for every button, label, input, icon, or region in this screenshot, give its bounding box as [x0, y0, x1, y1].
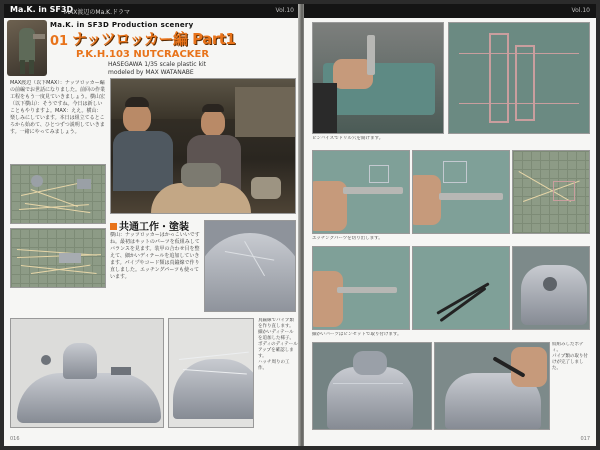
caption-3: ボディのディテールアップを確認します。 [258, 342, 298, 359]
series-line: Ma.K. in SF3D Production scenery [50, 21, 194, 29]
cutting-photo-2 [412, 150, 510, 234]
article-title: ナッツロッカー編 Part1 [72, 30, 236, 48]
main-photo [110, 78, 296, 214]
cutting-photo-1 [312, 150, 410, 234]
caption-r5: パイプ類の取り付けが完了しました。 [552, 354, 588, 371]
series-name: Ma.K. in SF3D [10, 5, 74, 14]
tweezer-photo-1 [312, 246, 410, 330]
body-photo-right [168, 318, 254, 428]
kit-name: P.K.H.103 NUTCRACKER [76, 49, 210, 60]
caption-r2: エッチングパーツを切り出します。 [312, 236, 383, 241]
wire-parts-photo-2 [10, 228, 106, 288]
caption-4: ハッチ周りの工作。 [258, 360, 290, 371]
caption-1: 真鍮線でパイプ類を作り直します。 [258, 318, 294, 329]
volume-label: Vol.10 [275, 7, 294, 14]
caption-r1: ピンバイスでドリル穴を開けます。 [312, 136, 384, 141]
page-header-right [304, 4, 596, 18]
tweezer-photo-2 [412, 246, 510, 330]
caption-2: 細かいディテールを追加した様子。 [258, 330, 294, 341]
volume-label-right: Vol.10 [571, 7, 590, 14]
figure-thumbnail-icon [7, 20, 47, 76]
page-number-right: 017 [580, 436, 590, 442]
etched-parts-photo [448, 22, 590, 134]
finished-photo-2 [434, 342, 550, 430]
section-heading [110, 218, 189, 233]
body-text: 横山：ナッツロッカーはかっこいいですね。最初はキットのパーツを仮組みしてバランスを見ます。装甲の合わせ目を整えて、細かいディテールを追加していきます。パイプやコード類は真鍮線で作り直しました。エッチングパーツも使っています。 [110, 232, 200, 280]
orange-square-icon [110, 223, 117, 230]
modeler-credit: modeled by MAX WATANABE [108, 69, 194, 76]
episode-number: 01 [50, 34, 69, 49]
left-page [4, 4, 300, 446]
magazine-spread [4, 4, 596, 446]
right-page [304, 4, 596, 446]
caption-r4: 仮組みしたボディ。 [552, 342, 584, 353]
cut-parts-photo [512, 150, 590, 234]
finished-photo-1 [312, 342, 432, 430]
wire-parts-photo-1 [10, 164, 106, 224]
series-subtitle: MAX渡辺のMa.K.ドラマ [64, 9, 130, 16]
intro-text: MAX渡辺（以下MAX）：ナッツロッカー編の前編でお世話になりました。前回の作業工程をもう一度見ていきましょう。横山宏（以下横山）：そうですね。今日は新しいこともやりますよ。MAX：ええ。横山：楽しみにしています。本日は組立てるところから始めて、ひとつずつ説明していきます。一緒にやってみましょう。 [10, 80, 106, 135]
caption-col [258, 318, 298, 428]
section-title: 共通工作・塗装 [119, 222, 189, 233]
armor-detail-photo [204, 220, 296, 312]
page-header [4, 4, 300, 18]
page-number-left: 016 [10, 436, 20, 442]
caption-col-right [552, 342, 592, 432]
drilling-photo [312, 22, 444, 134]
assembled-body-photo [512, 246, 590, 330]
kit-scale: HASEGAWA 1/35 scale plastic kit [108, 61, 207, 68]
caption-r3: 細かいパーツはピンセットで取り付けます。 [312, 332, 402, 337]
body-photo-left [10, 318, 164, 428]
